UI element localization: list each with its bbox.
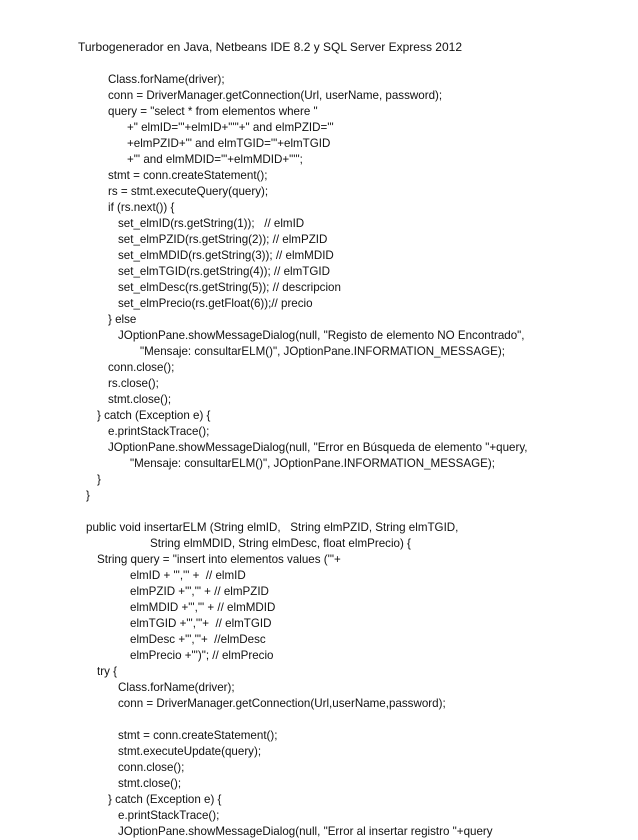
code-line: conn.close();: [118, 761, 185, 774]
code-line: String query = "insert into elementos values ('"+: [97, 553, 341, 566]
code-line: conn = DriverManager.getConnection(Url,userName,password);: [118, 697, 446, 710]
code-line: }: [86, 489, 90, 502]
code-line: JOptionPane.showMessageDialog(null, "Error al insertar registro "+query: [118, 825, 493, 838]
code-line: String elmMDID, String elmDesc, float elmPrecio) {: [150, 537, 411, 550]
code-line: set_elmPZID(rs.getString(2)); // elmPZID: [118, 233, 328, 246]
code-line: Class.forName(driver);: [118, 681, 235, 694]
code-line: rs.close();: [108, 377, 159, 390]
code-line: elmDesc +"','"+ //elmDesc: [130, 633, 266, 646]
code-line: +"' and elmMDID='"+elmMDID+"'";: [127, 153, 303, 166]
code-line: rs = stmt.executeQuery(query);: [108, 185, 269, 198]
code-line: } else: [108, 313, 137, 326]
code-line: stmt = conn.createStatement();: [108, 169, 268, 182]
code-line: } catch (Exception e) {: [108, 793, 222, 806]
code-line: } catch (Exception e) {: [97, 409, 211, 422]
code-line: set_elmID(rs.getString(1)); // elmID: [118, 217, 305, 230]
code-line: conn.close();: [108, 361, 175, 374]
code-line: set_elmTGID(rs.getString(4)); // elmTGID: [118, 265, 330, 278]
code-line: public void insertarELM (String elmID, String elmPZID, String elmTGID,: [86, 521, 459, 534]
code-line: e.printStackTrace();: [108, 425, 210, 438]
code-line: Class.forName(driver);: [108, 73, 225, 86]
code-line: }: [97, 473, 101, 486]
code-line: stmt.close();: [118, 777, 182, 790]
code-line: set_elmPrecio(rs.getFloat(6));// precio: [118, 297, 313, 310]
code-line: elmID + "','" + // elmID: [130, 569, 246, 582]
code-line: elmPrecio +"')"; // elmPrecio: [130, 649, 274, 662]
code-line: e.printStackTrace();: [118, 809, 220, 822]
code-line: +" elmID='"+elmID+"'"+" and elmPZID='": [127, 121, 334, 134]
code-line: JOptionPane.showMessageDialog(null, "Registo de elemento NO Encontrado",: [118, 329, 525, 342]
code-line: elmTGID +"','"+ // elmTGID: [130, 617, 272, 630]
code-line: elmPZID +"','" + // elmPZID: [130, 585, 269, 598]
code-line: elmMDID +"','" + // elmMDID: [130, 601, 276, 614]
code-line: try {: [97, 665, 117, 678]
code-line: if (rs.next()) {: [108, 201, 175, 214]
page-header: Turbogenerador en Java, Netbeans IDE 8.2 y SQL Server Express 2012: [78, 40, 462, 54]
code-line: +elmPZID+"' and elmTGID='"+elmTGID: [127, 137, 331, 150]
code-line: stmt = conn.createStatement();: [118, 729, 278, 742]
code-line: stmt.executeUpdate(query);: [118, 745, 262, 758]
code-line: set_elmDesc(rs.getString(5)); // descripcion: [118, 281, 341, 294]
code-line: JOptionPane.showMessageDialog(null, "Error en Búsqueda de elemento "+query,: [108, 441, 528, 454]
code-line: "Mensaje: consultarELM()", JOptionPane.INFORMATION_MESSAGE);: [130, 457, 495, 470]
code-line: conn = DriverManager.getConnection(Url, userName, password);: [108, 89, 443, 102]
code-line: query = "select * from elementos where ": [108, 105, 318, 118]
code-line: stmt.close();: [108, 393, 172, 406]
code-line: set_elmMDID(rs.getString(3)); // elmMDID: [118, 249, 334, 262]
code-line: "Mensaje: consultarELM()", JOptionPane.INFORMATION_MESSAGE);: [140, 345, 505, 358]
